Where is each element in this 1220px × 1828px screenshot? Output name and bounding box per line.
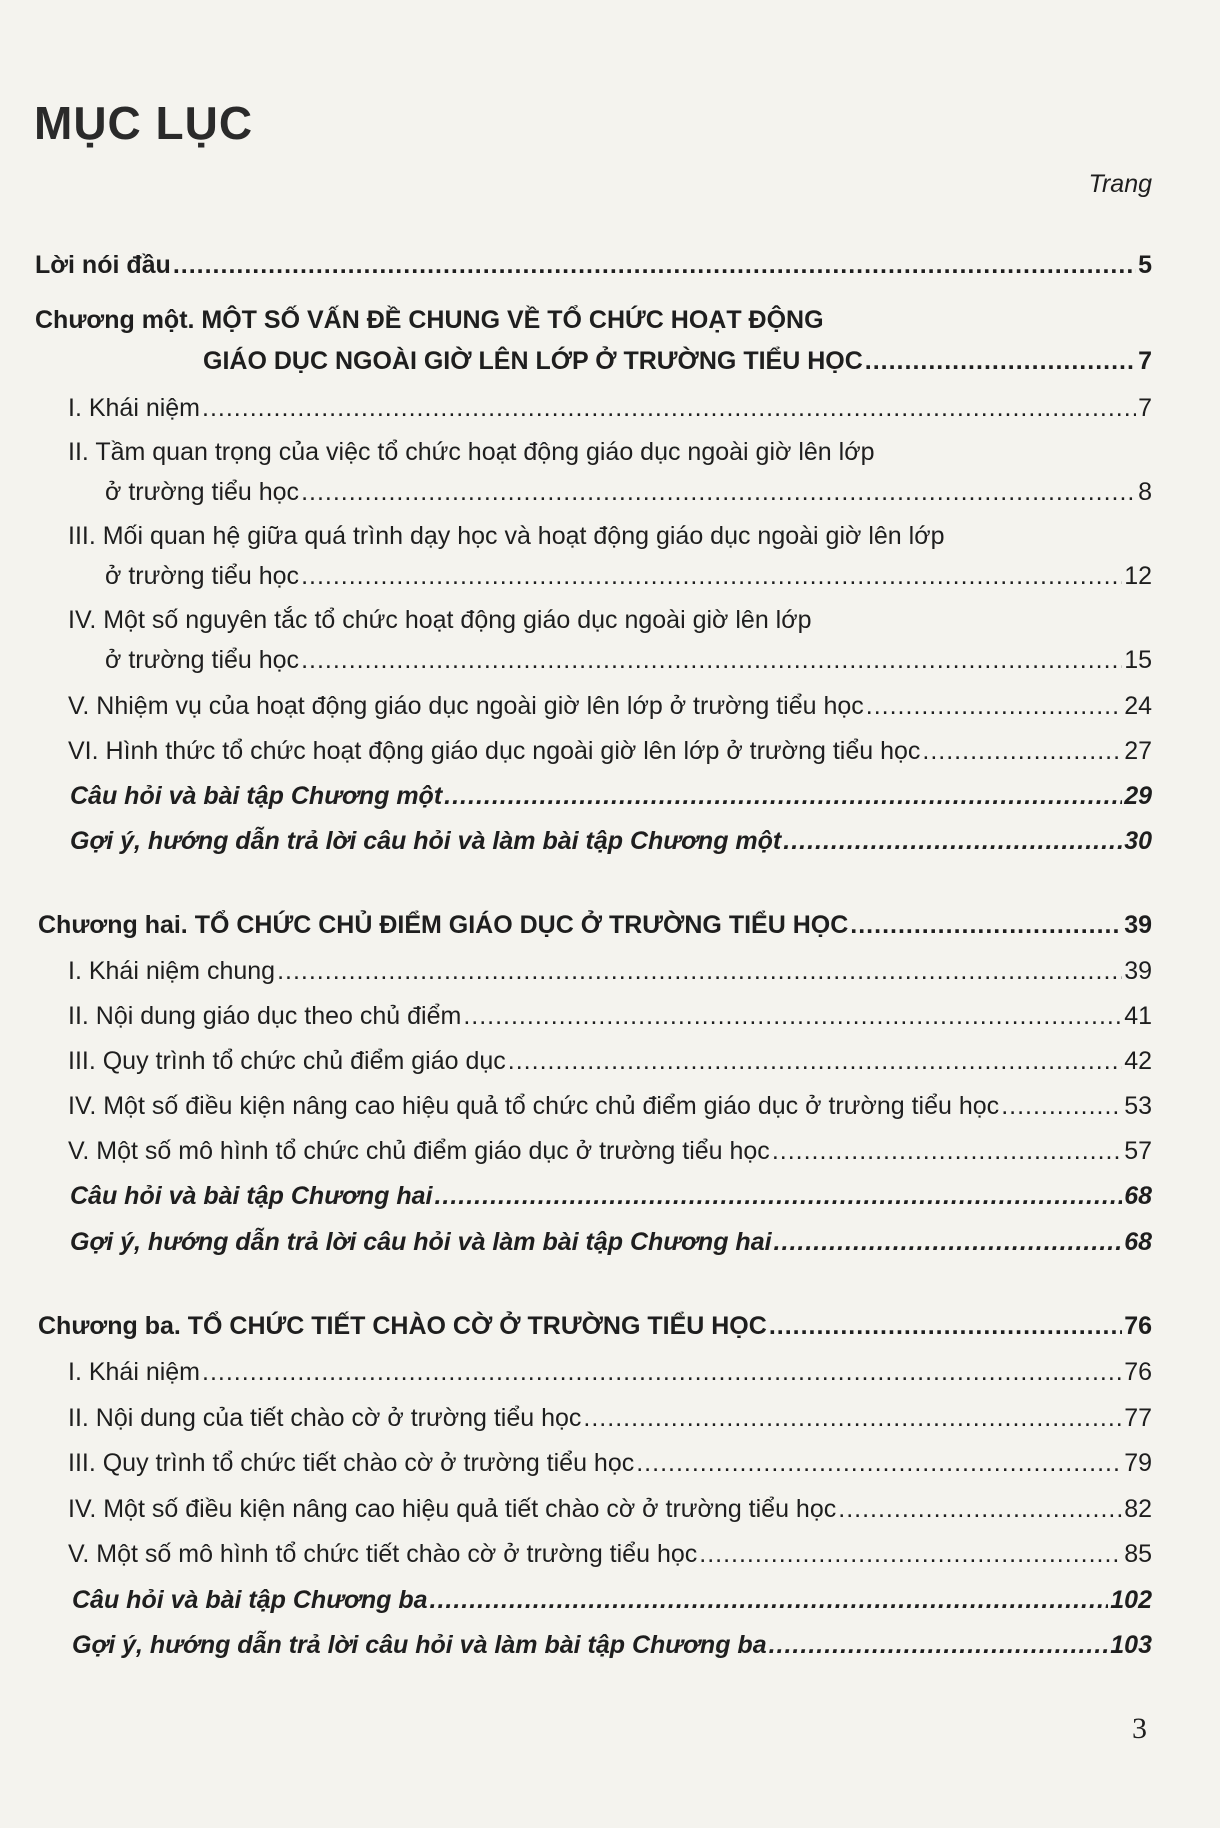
page-column-header: Trang (1088, 170, 1152, 198)
toc-chapter-1-title-line1[interactable]: Chương một. MỘT SỐ VẤN ĐỀ CHUNG VỀ TỔ CHỨC HOẠT ĐỘNG (35, 306, 824, 334)
toc-entry-3-5[interactable]: V. Một số mô hình tổ chức tiết chào cờ ở trường tiểu học ..... 85 (68, 1538, 1152, 1570)
toc-chapter-3[interactable]: Chương ba. TỔ CHỨC TIẾT CHÀO CỜ Ở TRƯỜNG TIỂU HỌC ..... 76 (38, 1310, 1152, 1342)
toc-entry-1-4-line1[interactable]: IV. Một số nguyên tắc tổ chức hoạt động giáo dục ngoài giờ lên lớp (68, 606, 812, 634)
toc-entry-2-questions[interactable]: Câu hỏi và bài tập Chương hai ..... 68 (70, 1180, 1152, 1212)
toc-chapter-1[interactable]: GIÁO DỤC NGOÀI GIỜ LÊN LỚP Ở TRƯỜNG TIỂU HỌC ..... 7 (203, 345, 1152, 377)
toc-entry-2-5[interactable]: V. Một số mô hình tổ chức chủ điểm giáo dục ở trường tiểu học ..... 57 (68, 1135, 1152, 1167)
toc-entry-1-3[interactable]: ở trường tiểu học ..... 12 (105, 560, 1152, 592)
toc-entry-2-2[interactable]: II. Nội dung giáo dục theo chủ điểm ..... 41 (68, 1000, 1152, 1032)
toc-entry-3-3[interactable]: III. Quy trình tổ chức tiết chào cờ ở trường tiểu học ..... 79 (68, 1447, 1152, 1479)
toc-entry-1-4[interactable]: ở trường tiểu học ..... 15 (105, 644, 1152, 676)
page-number: 3 (1132, 1712, 1147, 1745)
toc-entry-1-6[interactable]: VI. Hình thức tổ chức hoạt động giáo dục ngoài giờ lên lớp ở trường tiểu học ..... 27 (68, 735, 1152, 767)
toc-entry-1-2-line1[interactable]: II. Tầm quan trọng của việc tổ chức hoạt động giáo dục ngoài giờ lên lớp (68, 438, 875, 466)
toc-entry-2-4[interactable]: IV. Một số điều kiện nâng cao hiệu quả tổ chức chủ điểm giáo dục ở trường tiểu học ..... 53 (68, 1090, 1152, 1122)
toc-entry-3-4[interactable]: IV. Một số điều kiện nâng cao hiệu quả tiết chào cờ ở trường tiểu học ..... 82 (68, 1493, 1152, 1525)
toc-entry-3-answers[interactable]: Gợi ý, hướng dẫn trả lời câu hỏi và làm bài tập Chương ba ..... 103 (72, 1629, 1152, 1661)
toc-entry-1-3-line1[interactable]: III. Mối quan hệ giữa quá trình dạy học và hoạt động giáo dục ngoài giờ lên lớp (68, 522, 945, 550)
toc-entry-3-questions[interactable]: Câu hỏi và bài tập Chương ba ..... 102 (72, 1584, 1152, 1616)
toc-entry-1-questions[interactable]: Câu hỏi và bài tập Chương một ..... 29 (70, 780, 1152, 812)
toc-entry-1-2[interactable]: ở trường tiểu học ..... 8 (105, 476, 1152, 508)
toc-chapter-2[interactable]: Chương hai. TỔ CHỨC CHỦ ĐIỂM GIÁO DỤC Ở TRƯỜNG TIỂU HỌC ..... 39 (38, 909, 1152, 941)
toc-entry-2-1[interactable]: I. Khái niệm chung ..... 39 (68, 955, 1152, 987)
toc-entry-3-1[interactable]: I. Khái niệm ..... 76 (68, 1356, 1152, 1388)
toc-entry-1-1[interactable]: I. Khái niệm ..... 7 (68, 392, 1152, 424)
toc-entry-3-2[interactable]: II. Nội dung của tiết chào cờ ở trường tiểu học ..... 77 (68, 1402, 1152, 1434)
toc-entry-1-answers[interactable]: Gợi ý, hướng dẫn trả lời câu hỏi và làm bài tập Chương một ..... 30 (70, 825, 1152, 857)
toc-entry-preface[interactable]: Lời nói đầu ..... 5 (35, 249, 1152, 281)
toc-entry-1-5[interactable]: V. Nhiệm vụ của hoạt động giáo dục ngoài giờ lên lớp ở trường tiểu học ..... 24 (68, 690, 1152, 722)
toc-entry-2-3[interactable]: III. Quy trình tổ chức chủ điểm giáo dục ..... 42 (68, 1045, 1152, 1077)
toc-entry-2-answers[interactable]: Gợi ý, hướng dẫn trả lời câu hỏi và làm bài tập Chương hai ..... 68 (70, 1226, 1152, 1258)
page-title: MỤC LỤC (34, 97, 254, 149)
